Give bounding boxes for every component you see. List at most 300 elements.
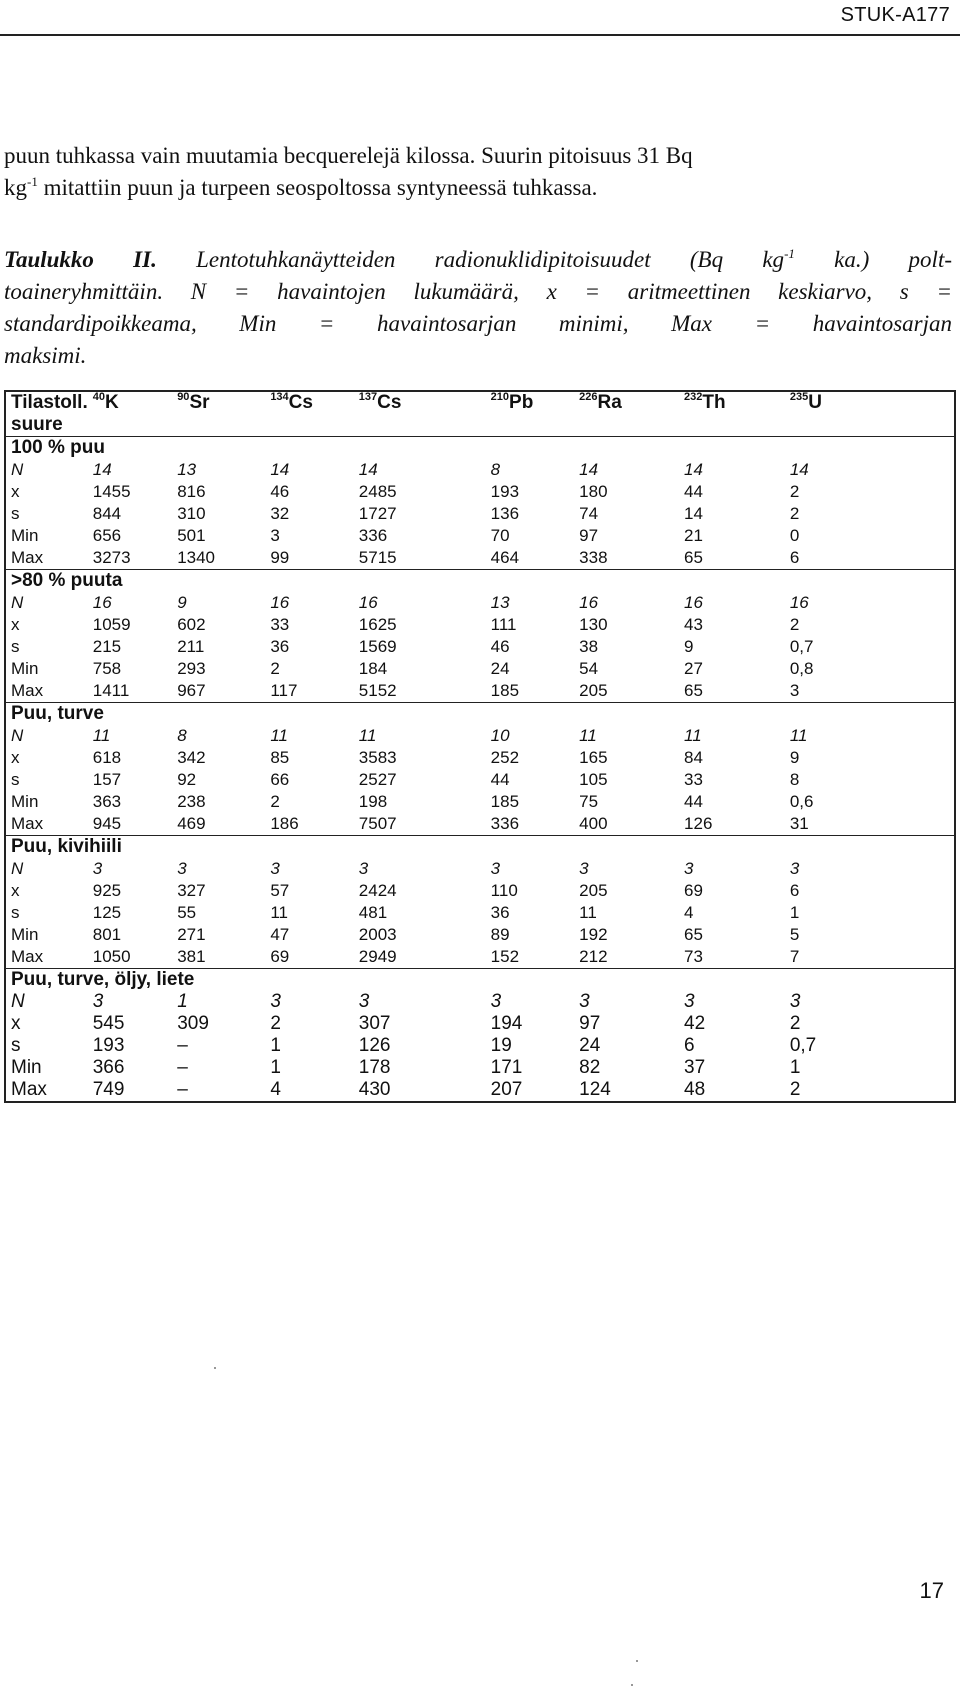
stat-label: Min: [11, 1057, 42, 1078]
table-cell: 44: [490, 770, 510, 789]
table-cell: 14: [684, 460, 703, 479]
table-cell: 2: [270, 792, 280, 811]
table-cell: 400: [574, 813, 679, 836]
table-cell: 194: [490, 1013, 523, 1034]
stat-label: Max: [5, 813, 88, 836]
table-row: [5, 902, 955, 924]
table-cell: 3273: [88, 547, 172, 570]
table-cell: 925: [92, 881, 122, 900]
table-cell: 310: [177, 504, 206, 523]
table-row: [5, 946, 955, 969]
scan-speck: [636, 1660, 638, 1662]
stat-label: N: [11, 859, 24, 878]
nuclide-header: [265, 391, 353, 414]
table-row: [5, 525, 955, 547]
table-cell: 65: [684, 925, 703, 944]
stat-label: x: [11, 881, 20, 900]
table-cell: 3: [177, 859, 187, 878]
group-header-row: [5, 437, 955, 460]
stat-column-header-line-2: suure: [5, 414, 955, 437]
table-cell: 3: [785, 680, 955, 703]
group-header-row: [5, 836, 955, 859]
table-cell: 618: [92, 748, 122, 767]
table-cell: 13: [490, 593, 510, 612]
table-cell: 844: [92, 504, 122, 523]
table-cell: 7: [785, 946, 955, 969]
table-cell: 4: [684, 903, 694, 922]
table-row: [5, 1079, 955, 1102]
table-cell: 2: [789, 482, 800, 501]
table-cell: 1059: [92, 615, 131, 634]
table-cell: 16: [579, 593, 599, 612]
table-cell: 207: [490, 1079, 523, 1100]
table-cell: 11: [579, 726, 597, 745]
header-rule: [0, 34, 960, 36]
group-header-row: [5, 703, 955, 726]
table-cell: 38: [579, 637, 599, 656]
table-cell: 205: [579, 881, 608, 900]
intro-paragraph: [4, 140, 952, 204]
group-title: 100 % puu: [11, 437, 105, 458]
nuclide-symbol: Cs: [377, 392, 402, 413]
stat-label: Min: [11, 526, 39, 545]
table-cell: 3: [92, 859, 103, 878]
table-cell: 9: [789, 748, 800, 767]
table-cell: 758: [92, 659, 122, 678]
table-cell: 192: [579, 925, 608, 944]
table-cell: 8: [789, 770, 800, 789]
table-cell: 89: [490, 925, 510, 944]
caption-text-1a: Lentotuhkanäytteiden radionuklidipitoisuudet (Bq kg: [156, 247, 785, 272]
table-cell: 5: [789, 925, 800, 944]
table-cell: –: [177, 1035, 188, 1056]
table-cell: 3: [789, 859, 800, 878]
table-cell: 44: [684, 792, 703, 811]
table-cell: 1727: [358, 504, 397, 523]
table-cell: 65: [679, 547, 785, 570]
table-cell: 33: [684, 770, 703, 789]
table-cell: 55: [177, 903, 197, 922]
table-cell: 46: [490, 637, 510, 656]
table-cell: 126: [679, 813, 785, 836]
table-cell: 3: [684, 991, 695, 1012]
table-cell: 338: [574, 547, 679, 570]
table-cell: 3: [358, 859, 369, 878]
intro-unit: kg: [4, 175, 27, 200]
table-cell: 43: [684, 615, 703, 634]
table-cell: 110: [490, 881, 518, 900]
table-cell: 945: [88, 813, 172, 836]
table-row: [5, 680, 955, 703]
table-cell: 801: [92, 925, 122, 944]
table-cell: 65: [679, 680, 785, 703]
table-cell: 37: [684, 1057, 706, 1078]
table-cell: 11: [789, 726, 808, 745]
nuclide-symbol: Ra: [597, 392, 622, 413]
table-cell: 3: [490, 859, 501, 878]
table-cell: 124: [579, 1079, 611, 1100]
table-cell: 0,6: [789, 792, 814, 811]
stat-label: Max: [5, 946, 88, 969]
table-cell: 293: [177, 659, 206, 678]
table-cell: 3: [358, 991, 370, 1012]
table-cell: 2527: [358, 770, 397, 789]
table-cell: 111: [490, 615, 517, 634]
table-cell: 69: [684, 881, 703, 900]
table-cell: 3: [270, 526, 280, 545]
stat-column-header: Tilastoll.: [11, 392, 88, 413]
table-cell: 469: [172, 813, 265, 836]
table-row: [5, 858, 955, 880]
table-cell: 2424: [358, 881, 397, 900]
table-cell: 125: [92, 903, 122, 922]
table-cell: –: [177, 1057, 188, 1078]
table-cell: 3: [270, 859, 280, 878]
table-cell: 32: [270, 504, 290, 523]
table-cell: 180: [579, 482, 608, 501]
nuclide-mass-number: 226: [579, 391, 598, 403]
caption-text-1b: ka.) polt-: [794, 247, 952, 272]
table-cell: 545: [92, 1013, 125, 1034]
table-cell: 152: [486, 946, 574, 969]
table-cell: 70: [490, 526, 510, 545]
table-cell: 47: [270, 925, 290, 944]
header-row-2: [5, 414, 955, 437]
table-cell: 3583: [358, 748, 397, 767]
table-cell: 57: [270, 881, 290, 900]
nuclide-mass-number: 210: [490, 391, 510, 403]
table-cell: 252: [490, 748, 520, 767]
table-cell: 1: [177, 991, 188, 1012]
table-cell: 6: [789, 881, 800, 900]
table-cell: 11: [270, 726, 288, 745]
table-cell: 9: [684, 637, 694, 656]
table-cell: 9: [177, 593, 187, 612]
table-row: [5, 503, 955, 525]
stat-label: Min: [11, 792, 39, 811]
stat-label: s: [11, 770, 20, 789]
header-row: [5, 391, 955, 414]
nuclide-header: [785, 391, 955, 414]
table-cell: 4: [270, 1079, 281, 1100]
table-row: [5, 1057, 955, 1079]
table-cell: 2: [270, 1013, 281, 1034]
table-cell: 16: [684, 593, 703, 612]
stat-label: Max: [5, 547, 88, 570]
table-row: [5, 813, 955, 836]
table-row: [5, 747, 955, 769]
table-cell: 205: [574, 680, 679, 703]
group-title: Puu, kivihiili: [5, 836, 955, 859]
stat-label: Min: [11, 925, 39, 944]
table-cell: 430: [358, 1079, 391, 1100]
stat-label: N: [11, 726, 24, 745]
table-cell: 31: [785, 813, 955, 836]
table-cell: 165: [579, 748, 608, 767]
stat-label: s: [11, 504, 20, 523]
table-cell: 66: [270, 770, 290, 789]
table-cell: 1340: [172, 547, 265, 570]
stat-label: Max: [5, 680, 88, 703]
table-cell: 11: [579, 903, 597, 922]
table-row: [5, 459, 955, 481]
table-cell: 171: [490, 1057, 523, 1078]
table-cell: 363: [92, 792, 122, 811]
table-cell: 2949: [354, 946, 486, 969]
table-cell: 11: [270, 903, 288, 922]
table-cell: 336: [358, 526, 388, 545]
table-cell: 656: [92, 526, 122, 545]
table-cell: 2003: [358, 925, 397, 944]
table-caption: [4, 244, 952, 372]
table-cell: 198: [358, 792, 388, 811]
table-cell: 307: [358, 1013, 391, 1034]
caption-label: Taulukko II.: [4, 247, 157, 272]
group-header-row: [5, 969, 955, 992]
table-cell: 1: [270, 1057, 281, 1078]
nuclide-symbol: Cs: [288, 392, 313, 413]
stat-label: x: [11, 615, 20, 634]
table-cell: 82: [579, 1057, 601, 1078]
intro-line-2: mitattiin puun ja turpeen seospoltossa syntyneessä tuhkassa.: [37, 175, 598, 200]
table-cell: 327: [177, 881, 206, 900]
table-cell: 14: [579, 460, 599, 479]
table-cell: 7507: [354, 813, 486, 836]
table-cell: 14: [270, 460, 290, 479]
table-row: [5, 880, 955, 902]
table-cell: 749: [92, 1079, 125, 1100]
table-cell: 16: [358, 593, 378, 612]
table-cell: 21: [684, 526, 703, 545]
table-cell: 6: [684, 1035, 695, 1056]
table-cell: 105: [579, 770, 608, 789]
table-cell: 0,7: [789, 637, 814, 656]
table-cell: 74: [579, 504, 599, 523]
table-cell: 816: [177, 482, 206, 501]
table-cell: 3: [789, 991, 801, 1012]
table-cell: 3: [270, 991, 281, 1012]
nuclide-symbol: Th: [702, 392, 726, 413]
intro-line-1: puun tuhkassa vain muutamia becquerelejä kilossa. Suurin pitoisuus 31 Bq: [4, 143, 693, 168]
table-cell: 1569: [358, 637, 397, 656]
caption-line-3: standardipoikkeama, Min = havaintosarjan minimi, Max = havaintosarjan: [4, 311, 952, 336]
nuclide-header: [88, 391, 172, 414]
nuclide-header: [486, 391, 574, 414]
table-row: [5, 547, 955, 570]
table-cell: 178: [358, 1057, 391, 1078]
table-cell: 186: [265, 813, 353, 836]
table-row: [5, 592, 955, 614]
nuclide-mass-number: 137: [358, 391, 378, 403]
nuclide-symbol: Pb: [509, 392, 534, 413]
table-cell: 215: [92, 637, 122, 656]
table-cell: 73: [679, 946, 785, 969]
table-cell: 602: [177, 615, 206, 634]
table-cell: 211: [177, 637, 205, 656]
table-cell: 3: [579, 859, 589, 878]
group-title: >80 % puuta: [5, 570, 955, 593]
nuclide-mass-number: 235: [789, 391, 809, 403]
table-cell: 130: [579, 615, 608, 634]
stat-label: x: [11, 1013, 21, 1034]
table-cell: 5152: [354, 680, 486, 703]
table-cell: 117: [265, 680, 353, 703]
table-cell: 5715: [354, 547, 486, 570]
stat-label: s: [11, 1035, 21, 1056]
table-cell: 185: [490, 792, 520, 811]
group-title: Puu, turve, öljy, liete: [5, 969, 955, 992]
table-cell: 967: [172, 680, 265, 703]
page-number: 17: [919, 1578, 944, 1603]
table-cell: 366: [92, 1057, 125, 1078]
table-row: [5, 791, 955, 813]
caption-line-4: maksimi.: [4, 343, 87, 368]
table-row: [5, 636, 955, 658]
table-cell: 11: [358, 726, 377, 745]
nuclide-header: [354, 391, 486, 414]
table-cell: 0,7: [789, 1035, 817, 1056]
table-cell: 6: [785, 547, 955, 570]
stat-label: Max: [11, 1079, 47, 1100]
table-cell: 481: [358, 903, 388, 922]
table-cell: –: [177, 1079, 188, 1100]
caption-line-1: [4, 244, 952, 276]
intro-unit-exponent: -1: [27, 174, 38, 189]
table-cell: 14: [789, 460, 809, 479]
table-cell: 69: [265, 946, 353, 969]
stat-label: x: [11, 748, 20, 767]
table-cell: 44: [684, 482, 703, 501]
table-row: [5, 1013, 955, 1035]
nuclide-header: [172, 391, 265, 414]
nuclide-header: [574, 391, 679, 414]
group-title: Puu, turve: [5, 703, 955, 726]
table-cell: 1625: [358, 615, 397, 634]
table-cell: 157: [92, 770, 122, 789]
table-cell: 381: [172, 946, 265, 969]
table-cell: 336: [486, 813, 574, 836]
table-cell: 13: [177, 460, 197, 479]
table-cell: 97: [579, 1013, 601, 1034]
table-cell: 212: [574, 946, 679, 969]
table-cell: 193: [490, 482, 520, 501]
table-cell: 2485: [358, 482, 397, 501]
stat-label: N: [11, 991, 25, 1012]
nuclide-mass-number: 232: [684, 391, 703, 403]
table-cell: 271: [177, 925, 206, 944]
table-cell: 3: [490, 991, 502, 1012]
nuclide-symbol: Sr: [189, 392, 210, 413]
table-cell: 501: [177, 526, 206, 545]
nuclide-mass-number: 90: [177, 391, 190, 403]
table-cell: 27: [684, 659, 703, 678]
table-cell: 11: [684, 726, 702, 745]
table-cell: 342: [177, 748, 206, 767]
table-cell: 33: [270, 615, 290, 634]
table-cell: 3: [92, 991, 104, 1012]
table-cell: 92: [177, 770, 197, 789]
table-cell: 14: [358, 460, 378, 479]
table-cell: 0,8: [789, 659, 814, 678]
table-row: [5, 769, 955, 791]
table-cell: 16: [270, 593, 290, 612]
stat-label: Min: [11, 659, 39, 678]
table-cell: 97: [579, 526, 599, 545]
stat-label: s: [11, 637, 20, 656]
table-cell: 54: [579, 659, 599, 678]
table-cell: 14: [92, 460, 112, 479]
table-cell: 3: [579, 991, 590, 1012]
table-cell: 136: [490, 504, 520, 523]
table-cell: 1455: [92, 482, 131, 501]
table-cell: 1: [789, 903, 800, 922]
radionuclide-table: [4, 390, 956, 1103]
table-cell: 16: [789, 593, 809, 612]
table-cell: 19: [490, 1035, 512, 1056]
table-row: [5, 614, 955, 636]
stat-label: N: [11, 460, 24, 479]
table-row: [5, 481, 955, 503]
table-cell: 185: [486, 680, 574, 703]
stat-label: N: [11, 593, 24, 612]
table-cell: 1050: [88, 946, 172, 969]
table-cell: 1411: [88, 680, 172, 703]
table-cell: 184: [358, 659, 388, 678]
table-cell: 36: [490, 903, 510, 922]
table-cell: 193: [92, 1035, 125, 1056]
table-cell: 24: [490, 659, 510, 678]
caption-line-2: toaineryhmittäin. N = havaintojen lukumäärä, x = aritmeettinen keskiarvo, s =: [4, 279, 952, 304]
table-cell: 8: [490, 460, 501, 479]
table-cell: 2: [789, 1079, 801, 1100]
table-row: [5, 725, 955, 747]
table-cell: 2: [789, 504, 800, 523]
scan-speck: [214, 1367, 216, 1369]
nuclide-mass-number: 134: [270, 391, 289, 403]
running-header: STUK-A177: [840, 4, 950, 26]
table-cell: 84: [684, 748, 703, 767]
nuclide-symbol: U: [808, 392, 822, 413]
table-row: [5, 658, 955, 680]
table-row: [5, 1035, 955, 1057]
table-cell: 309: [177, 1013, 209, 1034]
table-cell: 46: [270, 482, 290, 501]
table-cell: 42: [684, 1013, 706, 1034]
table-cell: 85: [270, 748, 290, 767]
table-cell: 36: [270, 637, 290, 656]
table-cell: 10: [490, 726, 510, 745]
table-row: [5, 924, 955, 946]
table-cell: 16: [92, 593, 112, 612]
table-cell: 1: [270, 1035, 281, 1056]
table-cell: 11: [92, 726, 111, 745]
table-row: [5, 991, 955, 1013]
stat-label: s: [11, 903, 20, 922]
table-cell: 14: [684, 504, 703, 523]
table-cell: 3: [684, 859, 694, 878]
table-cell: 238: [177, 792, 206, 811]
table-cell: 48: [684, 1079, 706, 1100]
table-cell: 0: [789, 526, 800, 545]
nuclide-mass-number: 40: [92, 391, 105, 403]
table-cell: 8: [177, 726, 187, 745]
table-cell: 24: [579, 1035, 601, 1056]
caption-unit-exponent: -1: [784, 246, 795, 261]
table-cell: 464: [486, 547, 574, 570]
table-cell: 1: [789, 1057, 801, 1078]
table-cell: 99: [265, 547, 353, 570]
stat-label: x: [11, 482, 20, 501]
